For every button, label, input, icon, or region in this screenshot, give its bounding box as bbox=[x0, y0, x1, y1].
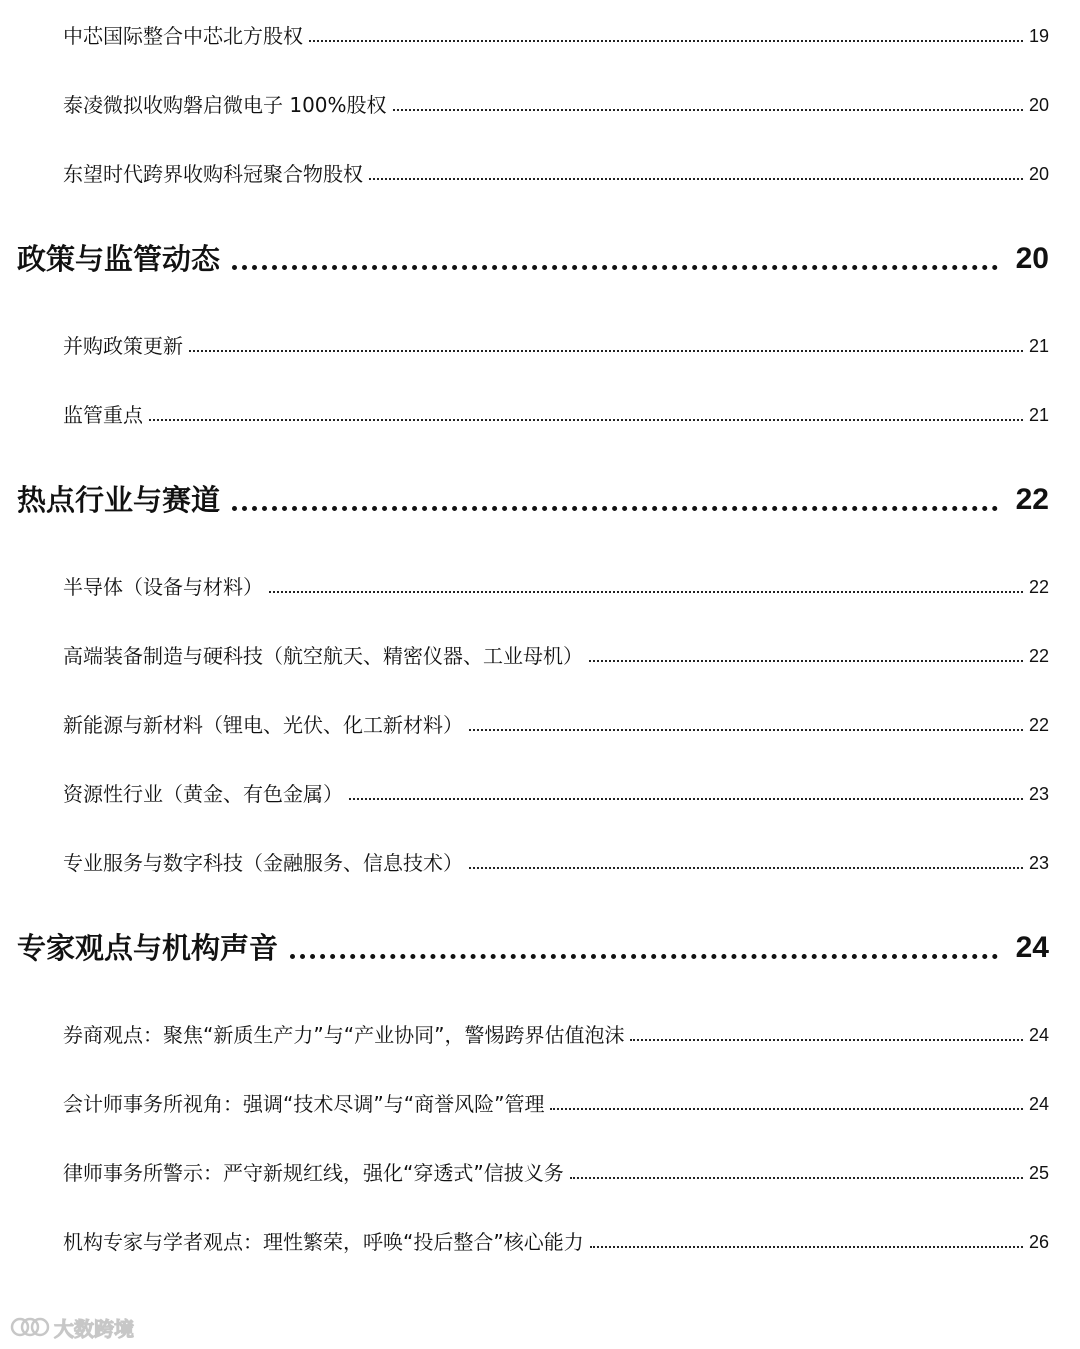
toc-section-title: 政策与监管动态 bbox=[17, 242, 221, 277]
toc-entry-page: 22 bbox=[1028, 646, 1049, 667]
toc-entry-page: 22 bbox=[1028, 715, 1049, 736]
toc-entry-title: 监管重点 bbox=[63, 403, 143, 427]
toc-entry[interactable] bbox=[63, 324, 1049, 358]
toc-entry-title: 专业服务与数字科技（金融服务、信息技术） bbox=[63, 851, 463, 875]
toc-entry-title: 高端装备制造与硬科技（航空航天、精密仪器、工业母机） bbox=[63, 644, 583, 668]
toc-entry-page: 24 bbox=[1028, 1094, 1049, 1115]
toc-entry-title: 新能源与新材料（锂电、光伏、化工新材料） bbox=[63, 713, 463, 737]
toc-entry[interactable] bbox=[63, 1013, 1049, 1047]
toc-entry-page: 20 bbox=[1028, 95, 1049, 116]
watermark bbox=[10, 1312, 134, 1342]
dot-leader bbox=[232, 265, 998, 270]
dot-leader bbox=[369, 178, 1023, 180]
toc-entry[interactable] bbox=[63, 1151, 1049, 1185]
toc-entry[interactable] bbox=[63, 152, 1049, 186]
toc-entry-page: 19 bbox=[1028, 26, 1049, 47]
toc-entry[interactable] bbox=[63, 841, 1049, 875]
toc-section-title: 专家观点与机构声音 bbox=[17, 931, 279, 966]
toc-section[interactable] bbox=[17, 474, 1049, 518]
toc-entry-title: 律师事务所警示：严守新规红线，强化“穿透式”信披义务 bbox=[63, 1161, 564, 1185]
toc-entry[interactable] bbox=[63, 1082, 1049, 1116]
dot-leader bbox=[469, 729, 1023, 731]
dot-leader bbox=[630, 1039, 1023, 1041]
toc-entry[interactable] bbox=[63, 83, 1049, 117]
dot-leader bbox=[269, 591, 1023, 593]
toc-section-title: 热点行业与赛道 bbox=[17, 483, 221, 518]
toc-entry-page: 20 bbox=[1028, 164, 1049, 185]
toc-entry-page: 21 bbox=[1028, 405, 1049, 426]
toc-section[interactable] bbox=[17, 233, 1049, 277]
toc-entry-page: 23 bbox=[1028, 853, 1049, 874]
toc-entry-page: 24 bbox=[1028, 1025, 1049, 1046]
toc-entry[interactable] bbox=[63, 393, 1049, 427]
toc-entry-page: 22 bbox=[1028, 577, 1049, 598]
dot-leader bbox=[290, 954, 998, 959]
dot-leader bbox=[349, 798, 1023, 800]
dot-leader bbox=[232, 506, 998, 511]
toc-entry-title: 资源性行业（黄金、有色金属） bbox=[63, 782, 343, 806]
toc-entry[interactable] bbox=[63, 772, 1049, 806]
toc-section-page: 20 bbox=[1015, 242, 1049, 275]
toc-entry[interactable] bbox=[63, 1220, 1049, 1254]
dot-leader bbox=[550, 1108, 1023, 1110]
toc-entry-title: 并购政策更新 bbox=[63, 334, 183, 358]
toc-entry[interactable] bbox=[63, 634, 1049, 668]
toc-entry-title: 东望时代跨界收购科冠聚合物股权 bbox=[63, 162, 363, 186]
toc-entry-title: 泰凌微拟收购磐启微电子 100%股权 bbox=[63, 93, 387, 117]
toc-entry-page: 26 bbox=[1028, 1232, 1049, 1253]
toc-entry[interactable] bbox=[63, 565, 1049, 599]
toc-entry-title: 半导体（设备与材料） bbox=[63, 575, 263, 599]
toc-entry-title: 机构专家与学者观点：理性繁荣，呼唤“投后整合”核心能力 bbox=[63, 1230, 584, 1254]
toc-entry-title: 会计师事务所视角：强调“技术尽调”与“商誉风险”管理 bbox=[63, 1092, 545, 1116]
toc-entry[interactable] bbox=[63, 703, 1049, 737]
toc-entry-page: 21 bbox=[1028, 336, 1049, 357]
dot-leader bbox=[309, 40, 1023, 42]
watermark-text: 大数跨境 bbox=[54, 1316, 134, 1341]
dot-leader bbox=[589, 660, 1023, 662]
toc-entry[interactable] bbox=[63, 14, 1049, 48]
dot-leader bbox=[469, 867, 1023, 869]
toc-entry-page: 23 bbox=[1028, 784, 1049, 805]
dot-leader bbox=[590, 1246, 1023, 1248]
dot-leader bbox=[393, 109, 1023, 111]
toc-entry-title: 中芯国际整合中芯北方股权 bbox=[63, 24, 303, 48]
toc-entry-title: 券商观点：聚焦“新质生产力”与“产业协同”，警惕跨界估值泡沫 bbox=[63, 1023, 625, 1047]
dot-leader bbox=[570, 1177, 1023, 1179]
toc-entry-page: 25 bbox=[1028, 1163, 1049, 1184]
brand-logo-icon bbox=[10, 1312, 50, 1342]
toc-section-page: 22 bbox=[1015, 483, 1049, 516]
dot-leader bbox=[189, 350, 1023, 352]
dot-leader bbox=[149, 419, 1023, 421]
toc-section-page: 24 bbox=[1015, 931, 1049, 964]
toc-section[interactable] bbox=[17, 922, 1049, 966]
